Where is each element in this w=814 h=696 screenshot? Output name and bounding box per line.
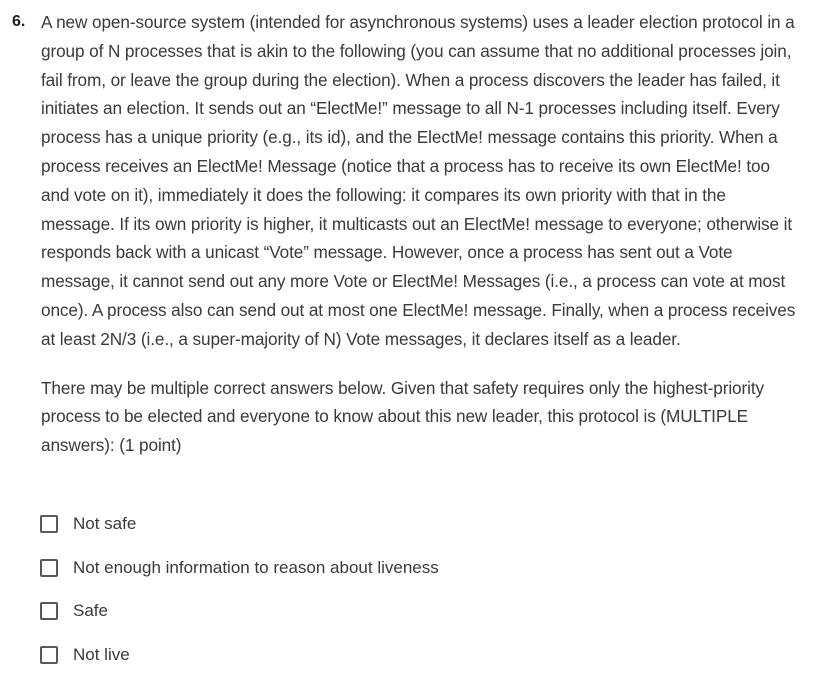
option-label: Not safe (73, 514, 137, 533)
question-instructions: There may be multiple correct answers below. Given that safety requires only the highest-priority process to be elected and everyone to know about this new leader, this protocol is (MULTIPLE answers): (1 point) (41, 377, 765, 456)
answer-options (40, 511, 439, 685)
question-body (41, 8, 801, 460)
question-number: 6. (12, 13, 26, 30)
option-label: Not live (73, 644, 130, 664)
option-not-safe[interactable] (40, 511, 439, 537)
checkbox[interactable] (40, 646, 58, 664)
checkbox[interactable] (40, 602, 58, 620)
checkbox[interactable] (40, 559, 58, 577)
option-not-enough-information[interactable] (40, 555, 439, 581)
option-label: Not enough information to reason about liveness (73, 557, 439, 577)
option-not-live[interactable] (40, 642, 439, 668)
question-text: A new open-source system (intended for asynchronous systems) uses a leader election protocol in a group of N processes that is akin to the following (you can assume that no additional processes join, fail from, or leave the group during the election). When a process discovers the leader has failed, it initiates an election. It sends out an “ElectMe!” message to all N-1 processes including itself. Every process has a unique priority (e.g., its id), and the ElectMe! message contains this priority. When a process receives an ElectMe! Message (notice that a process has to receive its own ElectMe! too and vote on it), immediately it does the following: it compares its own priority with that in the message. If its own priority is higher, it multicasts out an ElectMe! message to everyone; otherwise it responds back with a unicast “Vote” message. However, once a process has sent out a Vote message, it cannot send out any more Vote or ElectMe! Messages (i.e., a process can vote at most once). A process also can send out at most one ElectMe! message. Finally, when a process receives at least 2N/3 (i.e., a super-majority of N) Vote messages, it declares itself as a leader. (41, 12, 796, 349)
checkbox[interactable] (40, 515, 58, 533)
option-safe[interactable] (40, 598, 439, 624)
option-label: Safe (73, 601, 108, 620)
